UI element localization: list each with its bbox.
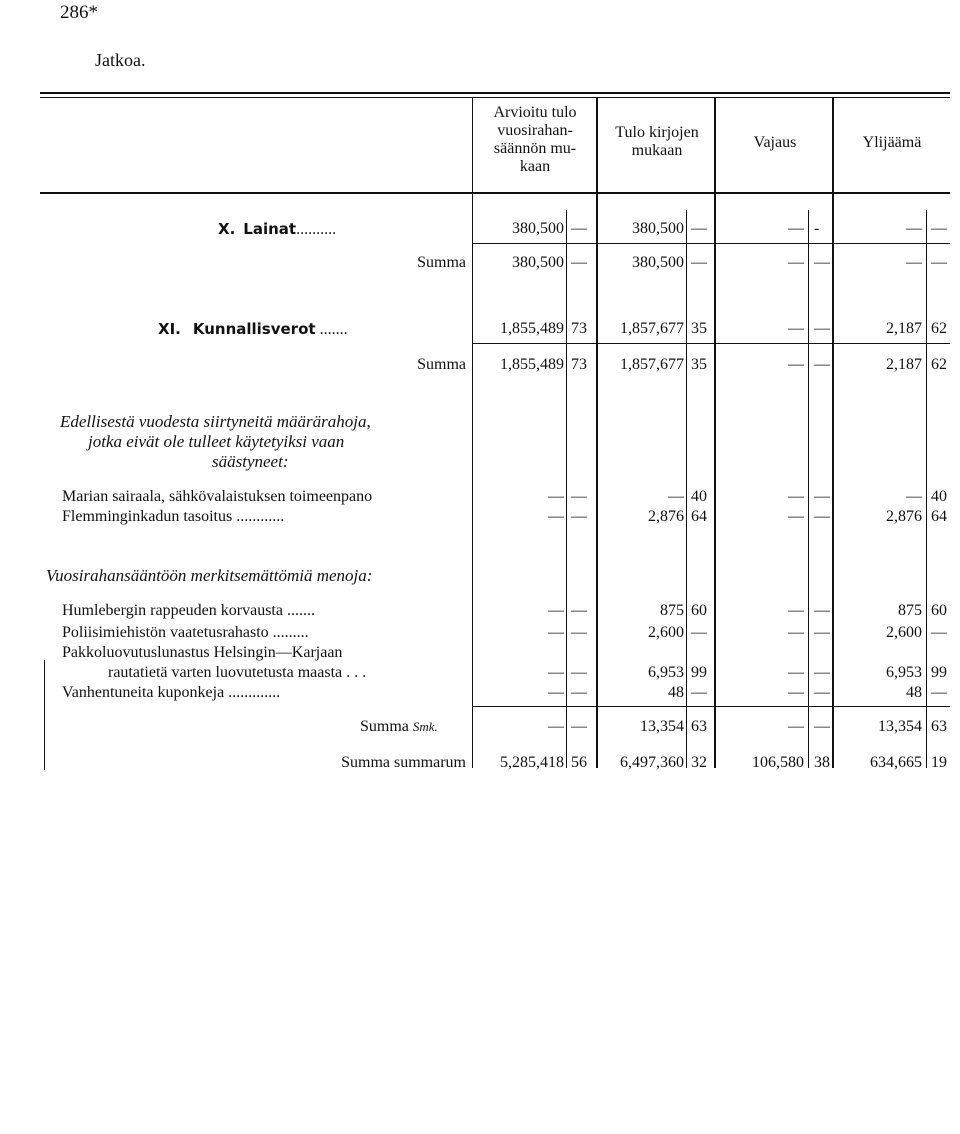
carried-row-2-label: Flemminginkadun tasoitus ............ [62,508,285,525]
carried-row-1-est: — [548,488,564,505]
x-sum-def: — [788,254,804,271]
grand-total-sur-cents: 19 [931,754,947,771]
carried-row-2-est-cents: — [571,508,587,525]
unbudgeted-sum-est-cents: — [571,718,587,735]
carried-row-2-est: — [548,508,564,525]
xi-sum-est-cents: 73 [571,356,587,373]
unbudgeted-row-1-book-cents: 60 [691,602,707,619]
x-book-cents: — [691,220,707,237]
xi-sur: 2,187 [886,320,922,337]
xi-def: — [788,320,804,337]
carried-row-1-label: Marian sairaala, sähkövalaistuksen toimeenpano [62,488,373,505]
carried-heading-3: säästyneet: [212,452,289,471]
unbudgeted-row-2-def: — [788,624,804,641]
col-rule-deficit-cents [808,210,809,768]
unbudgeted-sum-book: 13,354 [640,718,684,735]
unbudgeted-heading: Vuosirahansääntöön merkitsemättömiä menoja: [46,566,373,585]
col-rule-books-cents [686,210,687,768]
x-sum-book: 380,500 [632,254,684,271]
xi-sum-book-cents: 35 [691,356,707,373]
unbudgeted-rule [472,706,950,707]
carried-row-1-book: — [668,488,684,505]
x-sum-sur: — [906,254,922,271]
unbudgeted-row-4-sur: 6,953 [886,664,922,681]
x-sum-def-cents: — [814,254,830,271]
unbudgeted-sum-label: Summa Smk. [360,718,438,735]
header-books: Tulo kirjojen mukaan [615,124,699,159]
x-sum-book-cents: — [691,254,707,271]
unbudgeted-row-4-label: rautatietä varten luovutetusta maasta . . . [108,664,367,681]
xi-est-cents: 73 [571,320,587,337]
carried-row-1-book-cents: 40 [691,488,707,505]
unbudgeted-row-5-def-cents: — [814,684,830,701]
carried-row-1-est-cents: — [571,488,587,505]
xi-sum-def-cents: — [814,356,830,373]
page-number: 286* [60,2,98,23]
unbudgeted-row-1-sur: 875 [898,602,922,619]
x-rule [472,243,950,244]
unbudgeted-row-5-book: 48 [668,684,684,701]
x-sum-label: Summa [417,254,466,271]
grand-total-est: 5,285,418 [500,754,564,771]
carried-heading-2: jotka eivät ole tulleet käytetyiksi vaan [88,432,345,451]
unbudgeted-row-4-sur-cents: 99 [931,664,947,681]
carried-row-1-def-cents: — [814,488,830,505]
unbudgeted-sum-sur-cents: 63 [931,718,947,735]
xi-rule [472,343,950,344]
xi-def-cents: — [814,320,830,337]
unbudgeted-row-1-book: 875 [660,602,684,619]
xi-sum-label: Summa [417,356,466,373]
unbudgeted-row-2-est-cents: — [571,624,587,641]
x-book: 380,500 [632,220,684,237]
xi-sum-est: 1,855,489 [500,356,564,373]
x-sur-cents: — [931,220,947,237]
unbudgeted-row-5-sur-cents: — [931,684,947,701]
left-margin-rule [44,660,45,770]
unbudgeted-sum-def: — [788,718,804,735]
unbudgeted-row-4-est-cents: — [571,664,587,681]
top-rule-thin [40,97,950,98]
unbudgeted-row-2-sur: 2,600 [886,624,922,641]
x-sum-est-cents: — [571,254,587,271]
unbudgeted-row-5-def: — [788,684,804,701]
continuation-label: Jatkoa. [95,50,146,70]
col-rule-surplus-cents [926,210,927,768]
grand-total-book-cents: 32 [691,754,707,771]
unbudgeted-row-5-sur: 48 [906,684,922,701]
xi-sur-cents: 62 [931,320,947,337]
unbudgeted-row-3-label: Pakkoluovutuslunastus Helsingin—Karjaan [62,644,343,661]
xi-book: 1,857,677 [620,320,684,337]
unbudgeted-row-2-book-cents: — [691,624,707,641]
col-rule-est-cents [566,210,567,768]
grand-total-label: Summa summarum [341,754,466,771]
xi-sum-def: — [788,356,804,373]
unbudgeted-sum-def-cents: — [814,718,830,735]
x-est-cents: — [571,220,587,237]
carried-row-2-book-cents: 64 [691,508,707,525]
carried-row-2-book: 2,876 [648,508,684,525]
carried-row-2-sur-cents: 64 [931,508,947,525]
unbudgeted-row-5-book-cents: — [691,684,707,701]
grand-total-est-cents: 56 [571,754,587,771]
xi-sum-book: 1,857,677 [620,356,684,373]
unbudgeted-row-2-def-cents: — [814,624,830,641]
unbudgeted-row-2-book: 2,600 [648,624,684,641]
x-sum-sur-cents: — [931,254,947,271]
unbudgeted-row-2-est: — [548,624,564,641]
x-sum-est: 380,500 [512,254,564,271]
top-rule [40,92,950,94]
unbudgeted-row-5-est: — [548,684,564,701]
x-def: — [788,220,804,237]
header-estimate: Arvioitu tulo vuosirahan- säännön mu- kaan [493,104,577,175]
grand-total-def-cents: 38 [814,754,830,771]
unbudgeted-sum-book-cents: 63 [691,718,707,735]
carried-heading-1: Edellisestä vuodesta siirtyneitä määrärahoja, [60,412,371,431]
unbudgeted-row-4-book: 6,953 [648,664,684,681]
grand-total-book: 6,497,360 [620,754,684,771]
carried-row-1-sur-cents: 40 [931,488,947,505]
xi-est: 1,855,489 [500,320,564,337]
unbudgeted-row-4-def: — [788,664,804,681]
x-def-cents: - [814,220,820,237]
carried-row-2-sur: 2,876 [886,508,922,525]
unbudgeted-row-4-def-cents: — [814,664,830,681]
unbudgeted-row-4-book-cents: 99 [691,664,707,681]
unbudgeted-sum-sur: 13,354 [878,718,922,735]
xi-sum-sur-cents: 62 [931,356,947,373]
carried-row-1-sur: — [906,488,922,505]
unbudgeted-row-4-est: — [548,664,564,681]
unbudgeted-row-1-est-cents: — [571,602,587,619]
unbudgeted-row-5-label: Vanhentuneita kuponkeja ............. [62,684,281,701]
unbudgeted-sum-est: — [548,718,564,735]
unbudgeted-row-1-label: Humlebergin rappeuden korvausta ....... [62,602,315,619]
grand-total-def: 106,580 [752,754,804,771]
section-xi-title: XI. Kunnallisverot ....... [158,320,348,338]
carried-row-2-def-cents: — [814,508,830,525]
x-est: 380,500 [512,220,564,237]
unbudgeted-row-2-sur-cents: — [931,624,947,641]
header-rule [40,192,950,194]
x-sur: — [906,220,922,237]
xi-sum-sur: 2,187 [886,356,922,373]
grand-total-sur: 634,665 [870,754,922,771]
carried-row-2-def: — [788,508,804,525]
xi-book-cents: 35 [691,320,707,337]
unbudgeted-row-1-def-cents: — [814,602,830,619]
unbudgeted-row-1-sur-cents: 60 [931,602,947,619]
unbudgeted-row-2-label: Poliisimiehistön vaatetusrahasto ......... [62,624,309,641]
section-x-title: X. Lainat.......... [218,220,337,238]
unbudgeted-row-1-est: — [548,602,564,619]
carried-row-1-def: — [788,488,804,505]
header-deficit: Vajaus [753,134,797,151]
header-surplus: Ylijäämä [862,134,922,151]
unbudgeted-row-5-est-cents: — [571,684,587,701]
unbudgeted-row-1-def: — [788,602,804,619]
